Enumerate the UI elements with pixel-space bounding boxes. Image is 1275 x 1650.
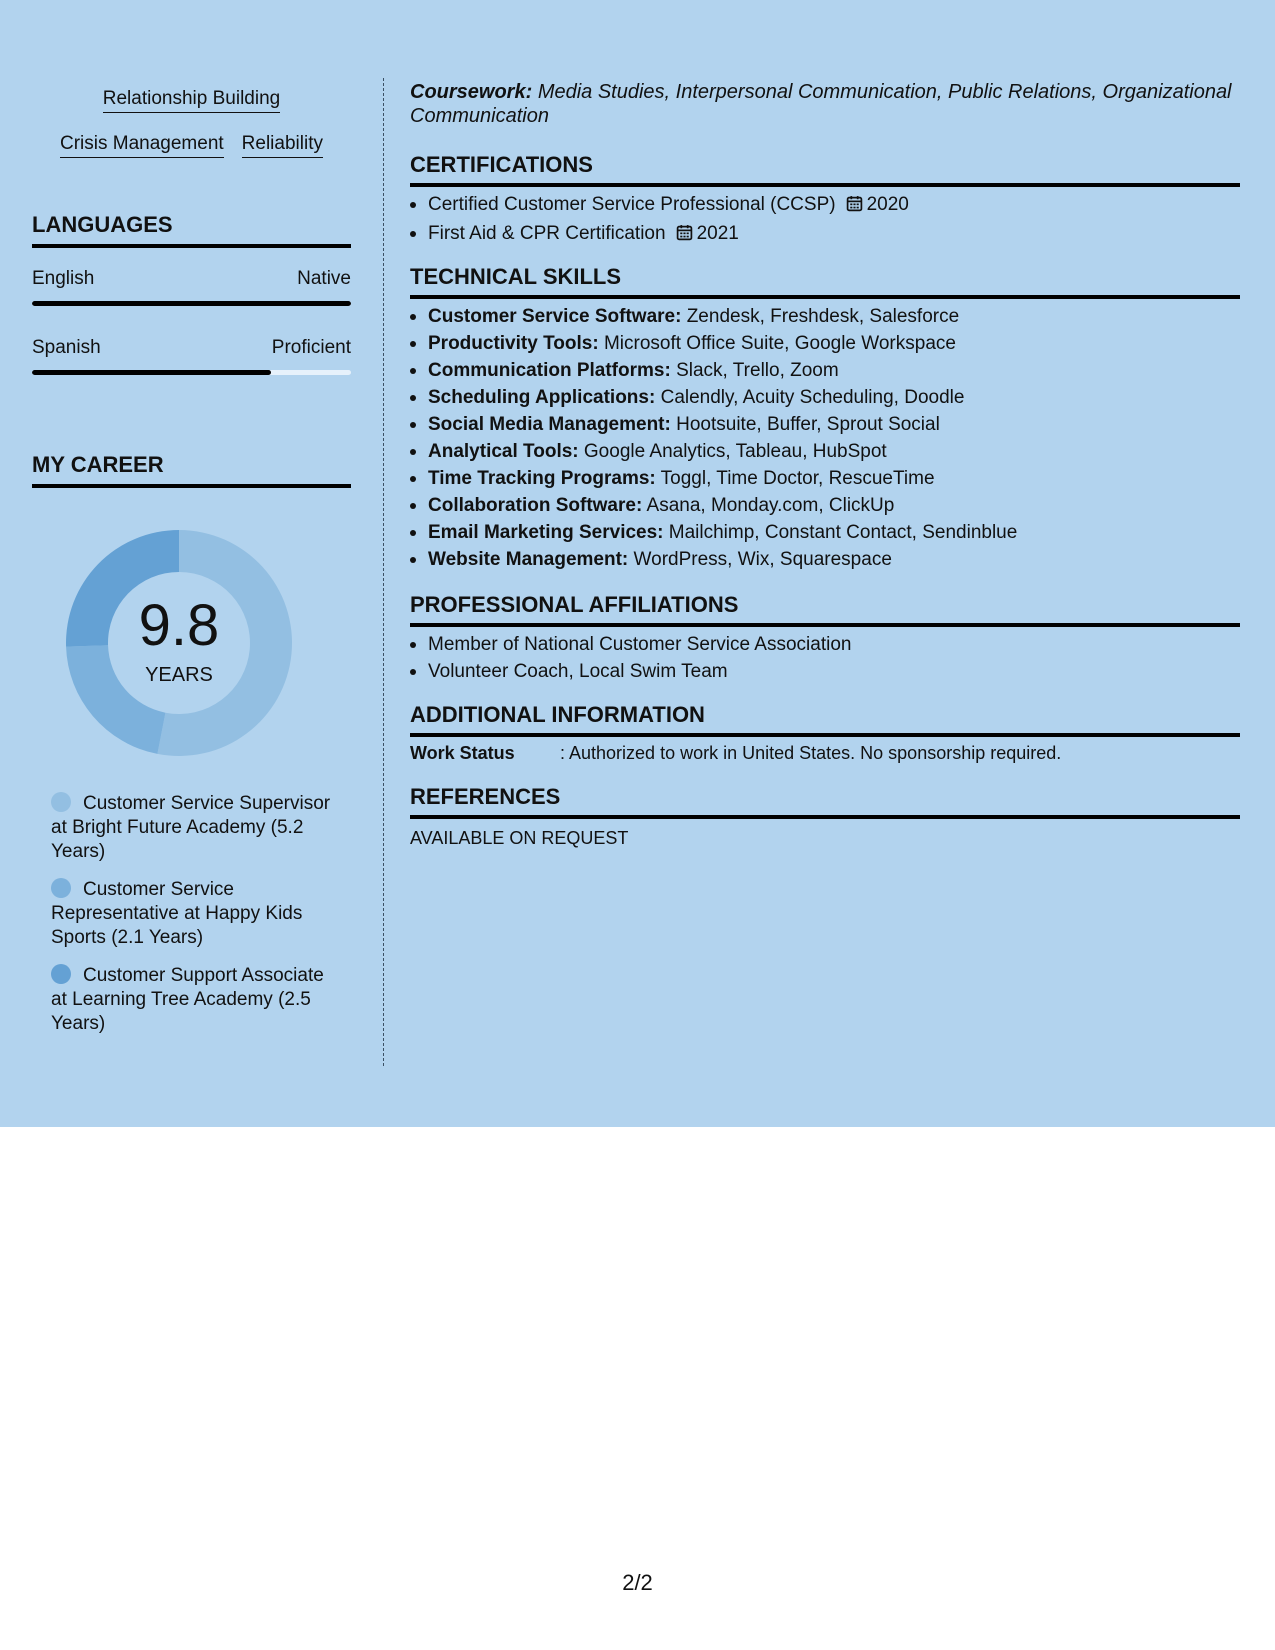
language-proficiency-fill xyxy=(32,370,271,375)
skill-category: Communication Platforms: xyxy=(428,360,671,381)
career-color-dot xyxy=(51,878,71,898)
language-spanish xyxy=(32,337,351,375)
language-name: English xyxy=(32,268,95,289)
skill-tools: Mailchimp, Constant Contact, Sendinblue xyxy=(668,522,1018,543)
certification-year: 2021 xyxy=(696,223,739,244)
certification-item xyxy=(428,191,1258,220)
column-divider xyxy=(383,78,384,1066)
career-color-dot xyxy=(51,964,71,984)
references-text: AVAILABLE ON REQUEST xyxy=(410,828,629,848)
technical-skill-item xyxy=(428,519,1258,546)
technical-skill-item xyxy=(428,438,1258,465)
certification-item xyxy=(428,220,1258,249)
affiliation-item: Member of National Customer Service Association xyxy=(428,631,1258,658)
language-name: Spanish xyxy=(32,337,101,358)
certifications-heading: CERTIFICATIONS xyxy=(410,152,1240,187)
certification-name: Certified Customer Service Professional (CCSP) xyxy=(428,194,836,215)
technical-skill-item xyxy=(428,465,1258,492)
skill-tag: Relationship Building xyxy=(103,88,280,113)
career-item-text: Customer Support Associate at Learning Tree Academy (2.5 Years) xyxy=(51,965,324,1034)
career-donut-segment xyxy=(66,645,165,754)
career-color-dot xyxy=(51,792,71,812)
calendar-icon xyxy=(846,193,863,220)
skill-category: Email Marketing Services: xyxy=(428,522,664,543)
coursework xyxy=(410,80,1240,128)
work-status-row xyxy=(410,742,1240,764)
technical-skill-item xyxy=(428,546,1258,573)
career-total-unit: YEARS xyxy=(145,664,213,686)
skill-category: Social Media Management: xyxy=(428,414,671,435)
additional-info-heading: ADDITIONAL INFORMATION xyxy=(410,702,1240,737)
career-item xyxy=(51,878,341,950)
skill-category: Collaboration Software: xyxy=(428,495,643,516)
career-item-text: Customer Service Representative at Happy Kids Sports (2.1 Years) xyxy=(51,879,303,948)
work-status-label: Work Status xyxy=(410,743,515,763)
technical-skill-item xyxy=(428,411,1258,438)
work-status-value: : Authorized to work in United States. No sponsorship required. xyxy=(560,743,1062,763)
skill-tools: Toggl, Time Doctor, RescueTime xyxy=(660,468,935,489)
references-heading: REFERENCES xyxy=(410,784,1240,819)
career-item xyxy=(51,964,341,1036)
language-level: Native xyxy=(297,268,351,289)
skill-category: Scheduling Applications: xyxy=(428,387,656,408)
language-proficiency-fill xyxy=(32,301,351,306)
skill-tools: Google Analytics, Tableau, HubSpot xyxy=(583,441,887,462)
language-proficiency-bar xyxy=(32,370,351,375)
certification-year: 2020 xyxy=(866,194,909,215)
skill-tag: Crisis Management xyxy=(60,133,224,158)
career-item xyxy=(51,792,341,864)
skill-tag: Reliability xyxy=(242,133,323,158)
technical-skill-item xyxy=(428,330,1258,357)
page-number: 2/2 xyxy=(622,1570,653,1595)
career-heading: MY CAREER xyxy=(32,452,351,488)
language-proficiency-bar xyxy=(32,301,351,306)
skill-tools: Asana, Monday.com, ClickUp xyxy=(646,495,895,516)
affiliation-item: Volunteer Coach, Local Swim Team xyxy=(428,658,1258,685)
technical-skill-item xyxy=(428,492,1258,519)
affiliations-list xyxy=(410,631,1258,685)
skill-category: Website Management: xyxy=(428,549,629,570)
skill-tools: Hootsuite, Buffer, Sprout Social xyxy=(676,414,940,435)
affiliations-heading: PROFESSIONAL AFFILIATIONS xyxy=(410,592,1240,627)
technical-skills-list xyxy=(410,303,1258,573)
skill-tools: Zendesk, Freshdesk, Salesforce xyxy=(686,306,960,327)
skill-category: Customer Service Software: xyxy=(428,306,682,327)
skill-category: Analytical Tools: xyxy=(428,441,579,462)
skill-category: Time Tracking Programs: xyxy=(428,468,656,489)
languages-heading: LANGUAGES xyxy=(32,212,351,248)
skill-category: Productivity Tools: xyxy=(428,333,599,354)
language-level: Proficient xyxy=(271,337,351,358)
skill-tools: WordPress, Wix, Squarespace xyxy=(633,549,892,570)
calendar-icon xyxy=(676,222,693,249)
certifications-list xyxy=(410,191,1258,249)
technical-skill-item xyxy=(428,384,1258,411)
skill-tools: Calendly, Acuity Scheduling, Doodle xyxy=(660,387,965,408)
technical-skill-item xyxy=(428,357,1258,384)
skill-tools: Microsoft Office Suite, Google Workspace xyxy=(603,333,956,354)
certification-name: First Aid & CPR Certification xyxy=(428,223,666,244)
career-item-text: Customer Service Supervisor at Bright Future Academy (5.2 Years) xyxy=(51,793,331,862)
career-legend xyxy=(51,792,341,1050)
coursework-label: Coursework: xyxy=(410,81,533,103)
technical-skill-item xyxy=(428,303,1258,330)
coursework-text: Media Studies, Interpersonal Communication, Public Relations, Organizational Communication xyxy=(410,81,1232,127)
career-total-value: 9.8 xyxy=(138,593,220,658)
language-english xyxy=(32,268,351,306)
skills-row xyxy=(32,133,351,158)
skills-row xyxy=(32,88,351,113)
technical-skills-heading: TECHNICAL SKILLS xyxy=(410,264,1240,299)
skill-tools: Slack, Trello, Zoom xyxy=(676,360,839,381)
